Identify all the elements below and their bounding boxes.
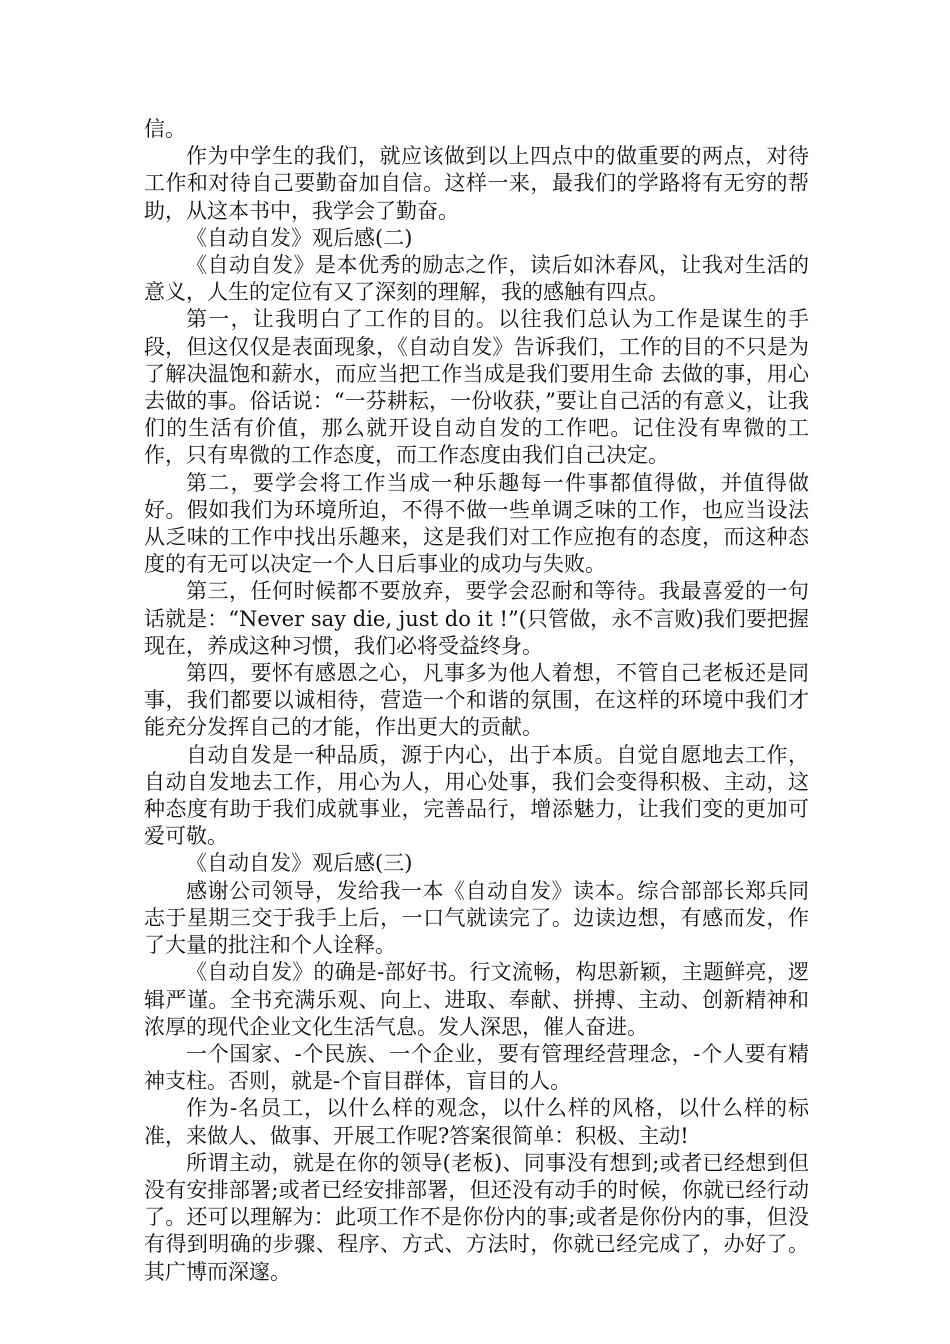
paragraph-philosophy: 一个国家、-个民族、一个企业，要有管理经营理念，-个人要有精神支柱。否则，就是-个盲目群体，盲目的人。 bbox=[144, 1041, 809, 1094]
paragraph-intro-part2: 《自动自发》是本优秀的励志之作，读后如沐春风，让我对生活的意义，人生的定位有又了深刻的理解，我的感触有四点。 bbox=[144, 253, 809, 305]
section-heading-part2: 《自动自发》观后感(二) bbox=[186, 225, 413, 250]
paragraph-definition: 所谓主动，就是在你的领导(老板)、同事没有想到;或者已经想到但没有安排部署;或者已经安排部署，但还没有动手的时候，你就已经行动了。还可以理解为：此项工作不是你份内的事;或者是你份内的事，但没有得到明确的步骤、程序、方式、方法时，你就已经完成了，办好了。其广博而深邃。 bbox=[144, 1150, 809, 1284]
paragraph-point-three: 第三，任何时候都不要放弃，要学会忍耐和等待。我最喜爱的一句话就是：“Never say die, just do it !”(只管做，永不言败)我们要把握现在，养成这种习惯，我们必将受益终身。 bbox=[144, 579, 809, 658]
paragraph-continuation: 信。 bbox=[144, 117, 186, 141]
paragraph-good-book: 《自动自发》的确是-部好书。行文流畅，构思新颖，主题鲜亮，逻辑严谨。全书充满乐观、向上、进取、奉献、拼搏、主动、创新精神和浓厚的现代企业文化生活气息。发人深思，催人奋进。 bbox=[144, 960, 809, 1039]
paragraph-point-one: 第一，让我明白了工作的目的。以往我们总认为工作是谋生的手段，但这仅仅是表面现象，《自动自发》告诉我们，工作的目的不只是为了解决温饱和薪水，而应当把工作当成是我们要用生命 去做的事，用心去做的事。俗话说：“一芬耕耘，一份收获，”要让自己活的有意义，让我们的生活有价值，那么就开设自动自发的工作吧。记住没有卑微的工作，只有卑微的工作态度，而工作态度由我们自己决定。 bbox=[144, 307, 809, 468]
paragraph-point-two: 第二，要学会将工作当成一种乐趣每一件事都值得做，并值得做好。假如我们为环境所迫，不得不做一些单调乏味的工作，也应当设法从乏味的工作中找出乐趣来，这是我们对工作应抱有的态度，而这种态度的有无可以决定一个人日后事业的成功与失败。 bbox=[144, 470, 809, 577]
paragraph-question: 作为-名员工，以什么样的观念，以什么样的风格，以什么样的标准，来做人、做事、开展工作呢?答案很简单：积极、主动! bbox=[144, 1096, 809, 1148]
section-heading-part3: 《自动自发》观后感(三) bbox=[186, 851, 413, 876]
paragraph-conclusion-part1: 作为中学生的我们，就应该做到以上四点中的做重要的两点，对待工作和对待自己要勤奋加自信。这样一来，最我们的学路将有无穷的帮助，从这本书中，我学会了勤奋。 bbox=[144, 144, 809, 223]
paragraph-point-four: 第四，要怀有感恩之心，凡事多为他人着想，不管自己老板还是同事，我们都要以诚相待，营造一个和谐的氛围，在这样的环境中我们才能充分发挥自己的才能，作出更大的贡献。 bbox=[144, 661, 809, 740]
document-page bbox=[144, 116, 809, 1286]
paragraph-thanks: 感谢公司领导，发给我一本《自动自发》读本。综合部部长郑兵同志于星期三交于我手上后，一口气就读完了。边读边想，有感而发，作了大量的批注和个人诠释。 bbox=[144, 878, 809, 958]
paragraph-summary-part2: 自动自发是一种品质，源于内心，出于本质。自觉自愿地去工作，自动自发地去工作，用心为人，用心处事，我们会变得积极、主动，这种态度有助于我们成就事业，完善品行，增添魅力，让我们变的更加可爱可敬。 bbox=[144, 742, 809, 849]
